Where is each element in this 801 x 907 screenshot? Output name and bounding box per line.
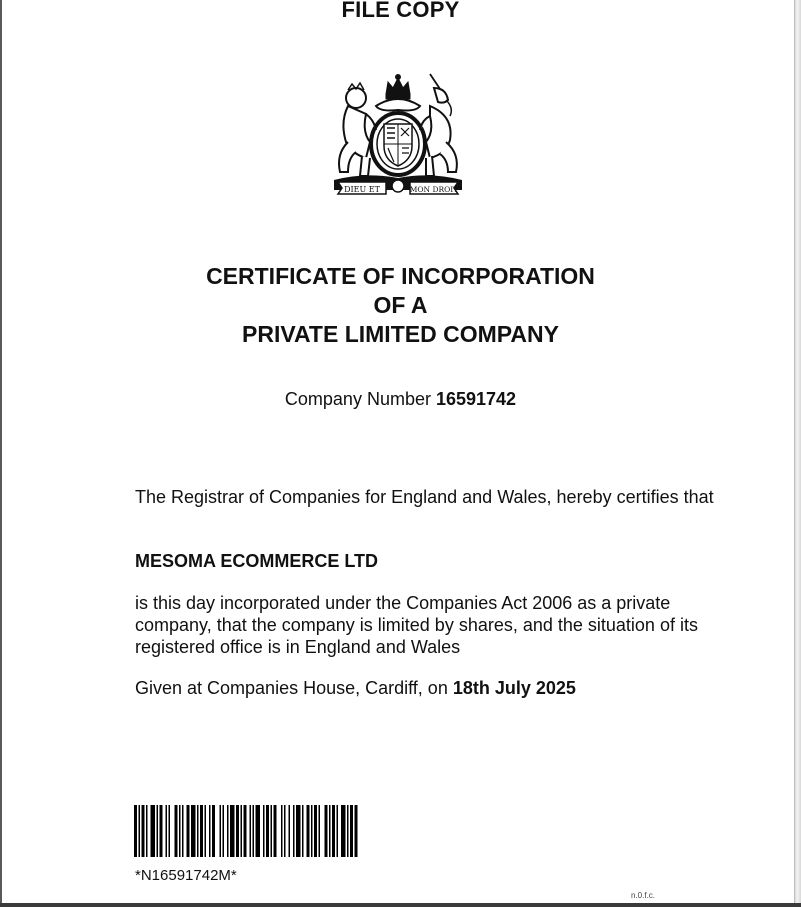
company-number-label: Company Number [284,389,431,409]
barcode-bar [166,805,168,857]
barcode-bar [281,805,283,857]
barcode-bar [169,805,171,857]
company-name: MESOMA ECOMMERCE LTD [135,551,378,571]
barcode-bar [332,805,335,857]
barcode-bar [302,805,304,857]
page-right-edge [794,0,801,907]
barcode-bar [241,805,243,857]
given-at-line [135,677,735,699]
incorporation-statement: is this day incorporated under the Companies Act 2006 as a private company, that the company is limited by shares, and the situation of its registered office is in England and Wales [135,593,698,657]
barcode-text: *N16591742M* [135,867,237,884]
title-line-3: PRIVATE LIMITED COMPANY [242,321,559,347]
barcode-bar [347,805,349,857]
barcode-bar [256,805,261,857]
barcode-bar [212,805,215,857]
barcode-bar [146,805,148,857]
royal-coat-of-arms-icon [326,72,470,200]
company-number-line [0,389,801,410]
incorporation-date: 18th July 2025 [452,678,576,698]
barcode-bar [151,805,156,857]
barcode-bar [220,805,222,857]
barcode-bar [209,805,211,857]
barcode-bar [314,805,317,857]
barcode-bar [266,805,269,857]
barcode-bar [197,805,199,857]
barcode-bar [223,805,225,857]
barcode-bar [355,805,358,857]
registrar-intro: The Registrar of Companies for England and Wales, hereby certifies that [135,487,714,507]
barcode-bar [191,805,196,857]
page-bottom-edge [0,903,801,907]
barcode-bar [236,805,239,857]
barcode-bar [187,805,190,857]
title-line-1: CERTIFICATE OF INCORPORATION [206,263,595,289]
barcode-bar [284,805,286,857]
barcode-bar [230,805,235,857]
barcode-bar [142,805,145,857]
barcode-bar [253,805,255,857]
barcode-bar [139,805,141,857]
barcode-bar [179,805,181,857]
barcode-bar [329,805,331,857]
barcode-bar [311,805,313,857]
corner-mark: n.0.f.c. [631,891,656,900]
barcode-bar [182,805,184,857]
barcode-bar [205,805,207,857]
barcode-bar [175,805,178,857]
barcode-bar [244,805,247,857]
barcode-bar [293,805,295,857]
title-line-2: OF A [373,292,428,318]
page-left-edge [0,0,2,907]
barcode-bar [319,805,321,857]
barcode-bar [271,805,273,857]
file-copy-heading: FILE COPY [341,0,460,22]
barcode-bar [307,805,310,857]
barcode-bar [160,805,163,857]
barcode-bar [274,805,277,857]
barcode-bar [350,805,353,857]
barcode-bar [227,805,229,857]
given-at-prefix: Given at Companies House, Cardiff, on [135,678,448,698]
barcode-bar [263,805,265,857]
barcode-bar [134,805,137,857]
barcode-bar [325,805,328,857]
barcode-bar [250,805,252,857]
company-number-value: 16591742 [435,389,517,409]
barcode-icon [134,805,436,857]
barcode-bar [341,805,346,857]
motto-left-text: DIEU ET [344,185,380,194]
barcode-bar [337,805,339,857]
barcode-bar [157,805,159,857]
certificate-title [0,262,801,349]
barcode-bar [200,805,203,857]
motto-right-text: MON DROIT [409,185,459,194]
barcode-bar [289,805,291,857]
barcode-bar [296,805,301,857]
